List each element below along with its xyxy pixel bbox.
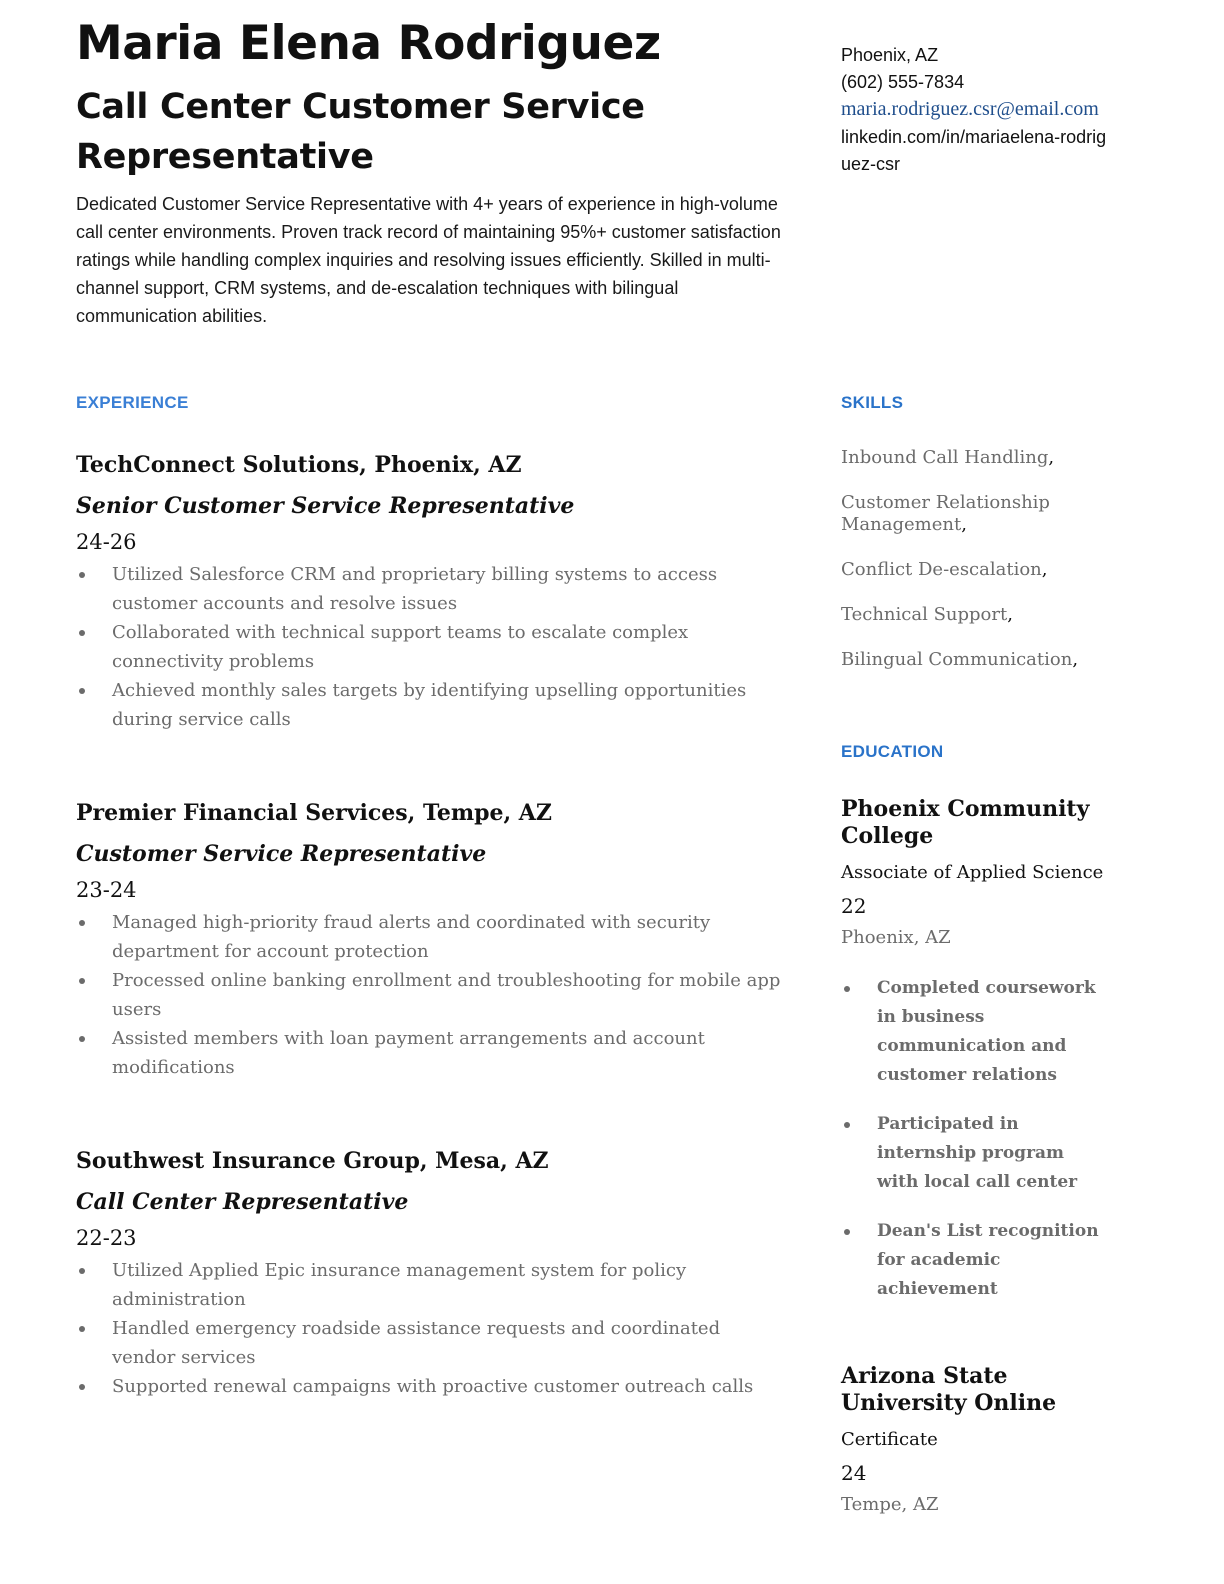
skill-separator: , <box>1072 649 1079 670</box>
job-entry <box>76 1146 786 1401</box>
job-company: Premier Financial Services, Tempe, AZ <box>76 800 552 826</box>
skill-item <box>841 559 1111 581</box>
skill-label: Technical Support <box>841 604 1008 625</box>
education-section-title: EDUCATION <box>841 742 944 761</box>
job-company: TechConnect Solutions, Phoenix, AZ <box>76 452 522 478</box>
education-bullet: Dean's List recognition for academic achievement <box>841 1217 1111 1304</box>
education-degree: Associate of Applied Science <box>841 862 1104 883</box>
education-school: Phoenix Community College <box>841 796 1090 849</box>
skill-label: Customer Relationship Management <box>841 492 1050 535</box>
skill-separator: , <box>1048 447 1055 468</box>
job-bullet: Assisted members with loan payment arrangements and account modifications <box>76 1024 786 1082</box>
education-bullet: Participated in internship program with local call center <box>841 1110 1111 1197</box>
job-dates: 24-26 <box>76 530 137 554</box>
job-bullet: Achieved monthly sales targets by identifying upselling opportunities during service calls <box>76 676 786 734</box>
job-bullet: Utilized Salesforce CRM and proprietary billing systems to access customer accounts and resolve issues <box>76 560 786 618</box>
job-dates: 22-23 <box>76 1226 137 1250</box>
education-school: Arizona State University Online <box>841 1363 1057 1416</box>
skills-section-title: SKILLS <box>841 393 904 412</box>
contact-location: Phoenix, AZ <box>841 45 939 65</box>
contact-block <box>841 42 1111 178</box>
skill-item <box>841 492 1111 536</box>
job-role: Senior Customer Service Representative <box>76 493 575 519</box>
education-entry <box>841 796 1111 1324</box>
skills-list <box>841 447 1111 694</box>
skill-item <box>841 649 1111 671</box>
job-company: Southwest Insurance Group, Mesa, AZ <box>76 1148 549 1174</box>
education-location: Tempe, AZ <box>841 1494 939 1515</box>
skill-separator: , <box>1041 559 1048 580</box>
job-bullet: Utilized Applied Epic insurance management system for policy administration <box>76 1256 786 1314</box>
skill-item <box>841 447 1111 469</box>
education-entry <box>841 1363 1111 1517</box>
job-role: Customer Service Representative <box>76 841 487 867</box>
headline: Call Center Customer Service Representative <box>76 87 645 177</box>
job-bullets <box>76 560 786 734</box>
job-bullets <box>76 908 786 1082</box>
candidate-name: Maria Elena Rodriguez <box>76 16 661 71</box>
skill-separator: , <box>1007 604 1013 625</box>
skill-label: Bilingual Communication <box>841 649 1073 670</box>
job-bullet: Handled emergency roadside assistance requests and coordinated vendor services <box>76 1314 786 1372</box>
job-role: Call Center Representative <box>76 1189 409 1215</box>
contact-phone: (602) 555-7834 <box>841 72 965 92</box>
job-bullets <box>76 1256 786 1401</box>
job-bullet: Collaborated with technical support teams to escalate complex connectivity problems <box>76 618 786 676</box>
contact-linkedin: linkedin.com/in/mariaelena-rodriguez-csr <box>841 127 1107 174</box>
contact-email-link[interactable]: maria.rodriguez.csr@email.com <box>841 98 1099 120</box>
skill-item <box>841 604 1111 626</box>
education-bullets <box>841 974 1111 1304</box>
job-dates: 23-24 <box>76 878 137 902</box>
skill-label: Conflict De-escalation <box>841 559 1042 580</box>
job-bullet: Processed online banking enrollment and troubleshooting for mobile app users <box>76 966 786 1024</box>
education-degree: Certificate <box>841 1429 938 1450</box>
experience-section-title: EXPERIENCE <box>76 393 189 412</box>
education-year: 24 <box>841 1461 867 1485</box>
summary: Dedicated Customer Service Representative with 4+ years of experience in high-volume call center environments. Proven track record of maintaining 95%+ customer satisfaction ratings while handling complex inquiries and resolving issues efficiently. Skilled in multi-channel support, CRM systems, and de-escalation techniques with bilingual communication abilities. <box>76 194 781 326</box>
job-bullet: Supported renewal campaigns with proactive customer outreach calls <box>76 1372 786 1401</box>
header <box>76 14 786 330</box>
job-bullet: Managed high-priority fraud alerts and coordinated with security department for account protection <box>76 908 786 966</box>
education-location: Phoenix, AZ <box>841 927 951 948</box>
skill-label: Inbound Call Handling <box>841 447 1049 468</box>
skill-separator: , <box>961 514 967 535</box>
education-year: 22 <box>841 894 867 918</box>
education-bullet: Completed coursework in business communication and customer relations <box>841 974 1111 1090</box>
job-entry <box>76 798 786 1082</box>
job-entry <box>76 450 786 734</box>
